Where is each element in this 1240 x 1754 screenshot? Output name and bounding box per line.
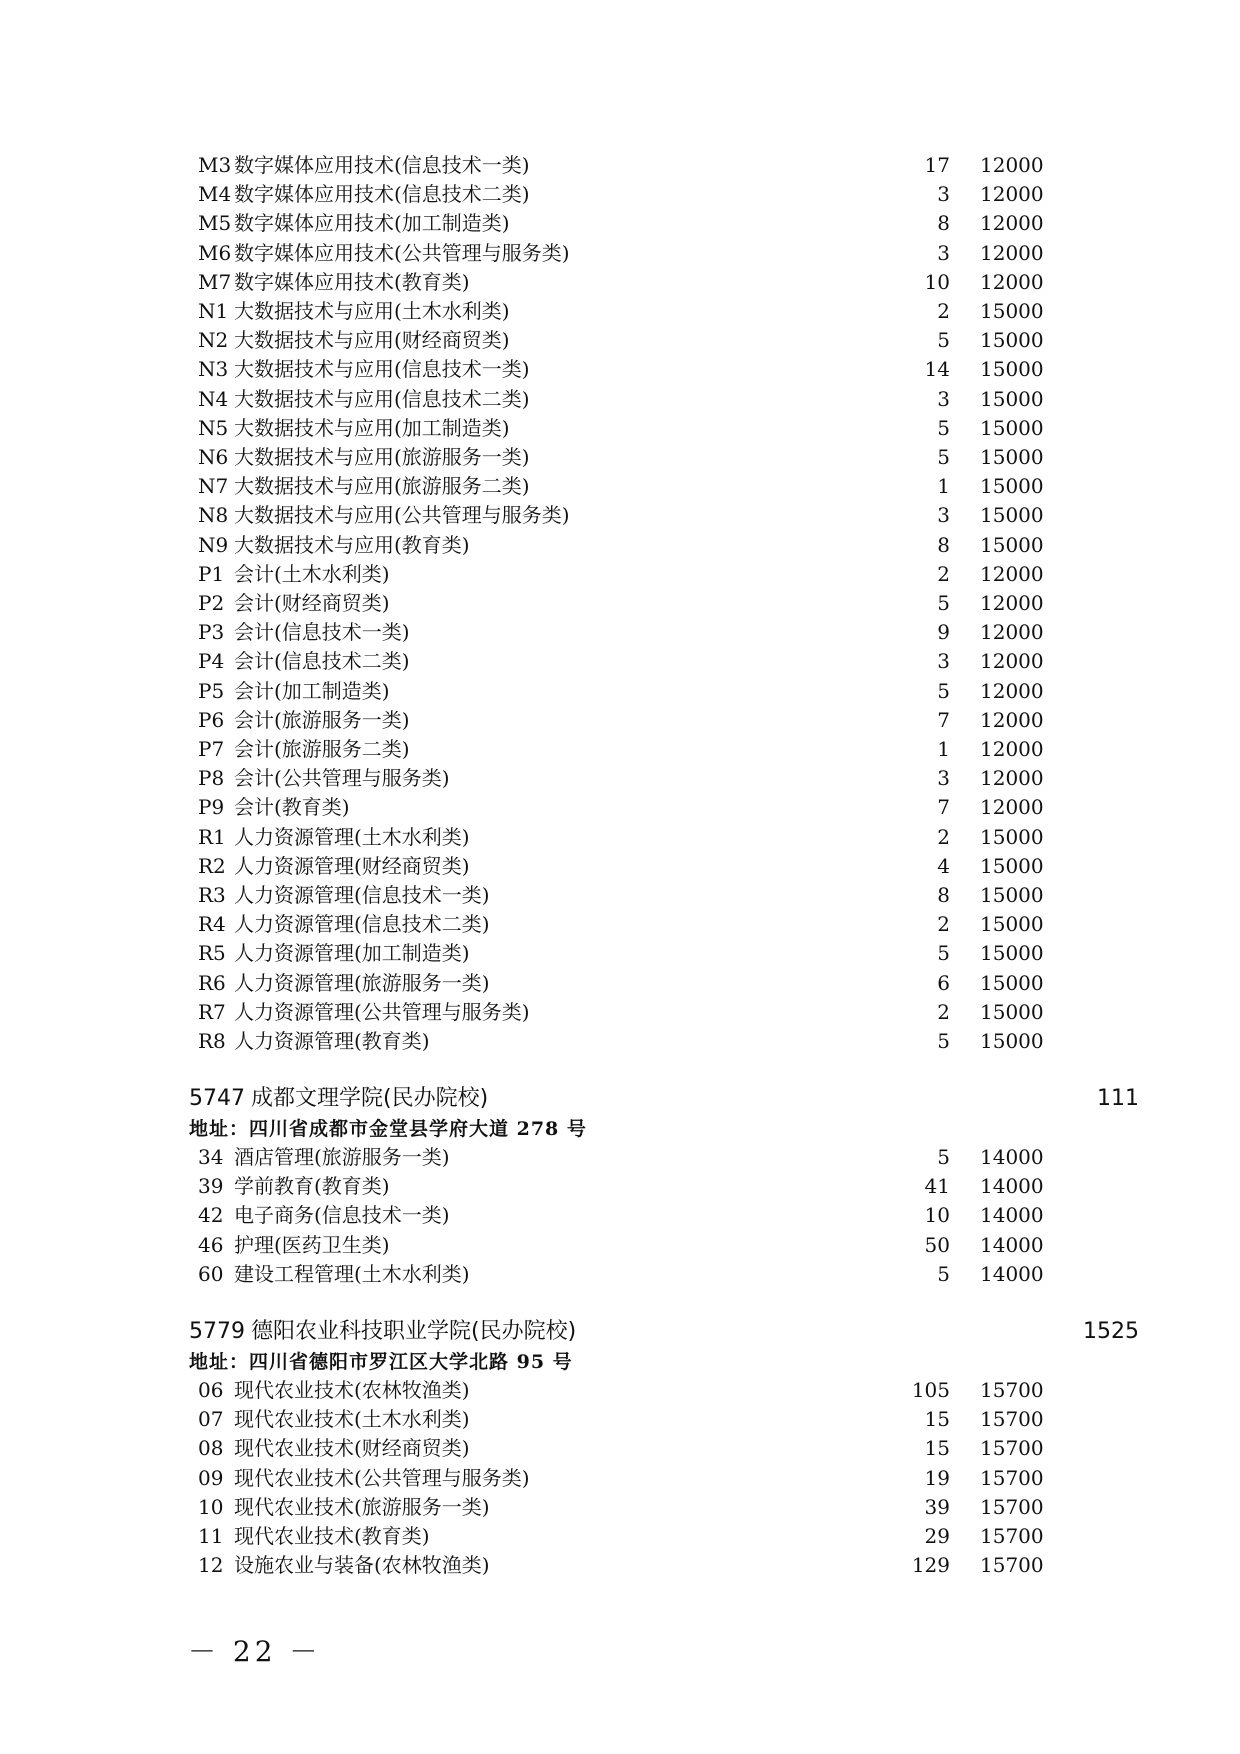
table-row bbox=[0, 881, 1240, 910]
major-code: R7 bbox=[198, 999, 226, 1024]
tuition-fee: 14000 bbox=[980, 1203, 1044, 1228]
major-code: P4 bbox=[198, 649, 225, 674]
school-total-quota: 111 bbox=[1097, 1086, 1139, 1111]
tuition-fee: 12000 bbox=[980, 240, 1044, 265]
tuition-fee: 14000 bbox=[980, 1261, 1044, 1286]
enrollment-count: 2 bbox=[937, 824, 950, 849]
enrollment-count: 3 bbox=[937, 240, 950, 265]
major-code: N3 bbox=[198, 357, 229, 382]
enrollment-count: 8 bbox=[937, 211, 950, 236]
major-code: 42 bbox=[198, 1203, 224, 1228]
tuition-fee: 15000 bbox=[980, 357, 1044, 382]
major-name: 大数据技术与应用(加工制造类) bbox=[234, 415, 510, 440]
major-code: P1 bbox=[198, 561, 225, 586]
tuition-fee: 15700 bbox=[980, 1494, 1044, 1519]
enrollment-count: 6 bbox=[937, 970, 950, 995]
table-row bbox=[0, 823, 1240, 852]
major-name: 数字媒体应用技术(信息技术一类) bbox=[234, 153, 530, 177]
table-row bbox=[0, 151, 1240, 180]
table-row bbox=[0, 531, 1240, 560]
major-name: 会计(教育类) bbox=[234, 795, 350, 820]
major-code: 07 bbox=[198, 1407, 224, 1432]
major-code: N6 bbox=[198, 445, 229, 469]
major-name: 大数据技术与应用(旅游服务二类) bbox=[234, 474, 530, 499]
tuition-fee: 15000 bbox=[980, 474, 1044, 499]
table-row bbox=[0, 209, 1240, 238]
table-row bbox=[0, 297, 1240, 326]
enrollment-count: 3 bbox=[937, 766, 950, 791]
enrollment-count: 39 bbox=[924, 1494, 950, 1519]
enrollment-count: 5 bbox=[937, 591, 950, 615]
table-row bbox=[0, 1405, 1240, 1434]
enrollment-count: 29 bbox=[924, 1524, 950, 1548]
table-row bbox=[0, 589, 1240, 618]
major-code: R3 bbox=[198, 883, 226, 907]
major-name: 会计(财经商贸类) bbox=[234, 591, 390, 615]
table-row bbox=[0, 910, 1240, 939]
table-row bbox=[0, 998, 1240, 1027]
school-address: 地址：四川省成都市金堂县学府大道 278 号 bbox=[189, 1118, 587, 1140]
tuition-fee: 15000 bbox=[980, 824, 1044, 849]
enrollment-count: 3 bbox=[937, 182, 950, 207]
enrollment-count: 3 bbox=[937, 649, 950, 674]
major-name: 电子商务(信息技术一类) bbox=[234, 1203, 450, 1228]
table-row bbox=[0, 618, 1240, 647]
school-name: 德阳农业科技职业学院(民办院校) bbox=[251, 1319, 577, 1344]
major-code: P5 bbox=[198, 678, 225, 703]
major-code: M5 bbox=[198, 211, 232, 236]
tuition-fee: 12000 bbox=[980, 707, 1044, 732]
tuition-fee: 12000 bbox=[980, 678, 1044, 703]
tuition-fee: 15000 bbox=[980, 999, 1044, 1024]
major-name: 人力资源管理(加工制造类) bbox=[234, 941, 470, 966]
table-row bbox=[0, 1376, 1240, 1405]
table-row bbox=[0, 1522, 1240, 1551]
table-row bbox=[0, 326, 1240, 355]
major-code: N5 bbox=[198, 415, 229, 440]
table-row bbox=[0, 443, 1240, 472]
major-code: R4 bbox=[198, 912, 226, 937]
major-name: 会计(旅游服务一类) bbox=[234, 707, 410, 732]
page-number: － 22 － bbox=[188, 1635, 322, 1668]
tuition-fee: 15000 bbox=[980, 912, 1044, 937]
major-name: 现代农业技术(农林牧渔类) bbox=[234, 1378, 470, 1402]
major-name: 会计(公共管理与服务类) bbox=[234, 766, 450, 791]
enrollment-count: 1 bbox=[937, 474, 950, 499]
tuition-fee: 14000 bbox=[980, 1232, 1044, 1257]
major-name: 数字媒体应用技术(加工制造类) bbox=[234, 211, 510, 236]
major-name: 大数据技术与应用(教育类) bbox=[234, 532, 470, 557]
major-code: 34 bbox=[198, 1145, 224, 1169]
tuition-fee: 12000 bbox=[980, 737, 1044, 761]
major-code: R8 bbox=[198, 1029, 226, 1053]
major-code: M4 bbox=[198, 182, 232, 207]
enrollment-count: 7 bbox=[937, 795, 950, 820]
tuition-fee: 15000 bbox=[980, 883, 1044, 907]
table-row bbox=[0, 1201, 1240, 1230]
enrollment-count: 50 bbox=[924, 1232, 950, 1257]
table-row bbox=[0, 180, 1240, 209]
major-name: 人力资源管理(财经商贸类) bbox=[234, 853, 470, 878]
major-name: 大数据技术与应用(公共管理与服务类) bbox=[234, 503, 570, 528]
table-row bbox=[0, 677, 1240, 706]
major-code: N9 bbox=[198, 532, 229, 557]
tuition-fee: 15700 bbox=[980, 1378, 1044, 1402]
major-name: 大数据技术与应用(信息技术二类) bbox=[234, 386, 530, 411]
major-code: R1 bbox=[198, 824, 226, 849]
enrollment-count: 2 bbox=[937, 912, 950, 937]
major-name: 现代农业技术(教育类) bbox=[234, 1524, 430, 1548]
major-name: 大数据技术与应用(信息技术一类) bbox=[234, 357, 530, 382]
table-row bbox=[0, 1027, 1240, 1056]
major-code: N1 bbox=[198, 299, 229, 323]
tuition-fee: 15700 bbox=[980, 1436, 1044, 1461]
major-code: P3 bbox=[198, 620, 225, 645]
major-name: 会计(信息技术一类) bbox=[234, 620, 410, 645]
tuition-fee: 12000 bbox=[980, 211, 1044, 236]
enrollment-count: 19 bbox=[924, 1465, 950, 1490]
enrollment-count: 5 bbox=[937, 445, 950, 469]
major-code: N7 bbox=[198, 474, 229, 499]
tuition-fee: 12000 bbox=[980, 269, 1044, 294]
table-row bbox=[0, 1143, 1240, 1172]
school-code: 5747 bbox=[189, 1086, 245, 1111]
enrollment-count: 10 bbox=[924, 269, 950, 294]
major-code: R5 bbox=[198, 941, 226, 966]
major-name: 大数据技术与应用(旅游服务一类) bbox=[234, 445, 530, 469]
enrollment-count: 5 bbox=[937, 1261, 950, 1286]
enrollment-count: 5 bbox=[937, 1029, 950, 1053]
major-code: 09 bbox=[198, 1465, 224, 1490]
major-name: 大数据技术与应用(土木水利类) bbox=[234, 299, 510, 323]
enrollment-count: 10 bbox=[924, 1203, 950, 1228]
tuition-fee: 15700 bbox=[980, 1524, 1044, 1548]
tuition-fee: 15000 bbox=[980, 299, 1044, 323]
table-row bbox=[0, 1464, 1240, 1493]
enrollment-count: 3 bbox=[937, 503, 950, 528]
major-code: 46 bbox=[198, 1232, 224, 1257]
tuition-fee: 12000 bbox=[980, 766, 1044, 791]
major-name: 会计(加工制造类) bbox=[234, 678, 390, 703]
table-row bbox=[0, 414, 1240, 443]
major-name: 人力资源管理(土木水利类) bbox=[234, 824, 470, 849]
tuition-fee: 15000 bbox=[980, 941, 1044, 966]
table-row bbox=[0, 647, 1240, 676]
tuition-fee: 15000 bbox=[980, 415, 1044, 440]
major-name: 会计(信息技术二类) bbox=[234, 649, 410, 674]
tuition-fee: 15700 bbox=[980, 1407, 1044, 1432]
school-code: 5779 bbox=[189, 1319, 245, 1344]
table-row bbox=[0, 501, 1240, 530]
table-row bbox=[0, 852, 1240, 881]
major-code: M7 bbox=[198, 269, 232, 294]
school-total-quota: 1525 bbox=[1083, 1319, 1139, 1344]
table-row bbox=[0, 764, 1240, 793]
enrollment-count: 5 bbox=[937, 941, 950, 966]
enrollment-count: 5 bbox=[937, 415, 950, 440]
enrollment-count: 14 bbox=[924, 357, 950, 382]
tuition-fee: 15000 bbox=[980, 328, 1044, 353]
major-code: P8 bbox=[198, 766, 225, 791]
major-code: R6 bbox=[198, 970, 226, 995]
major-name: 数字媒体应用技术(教育类) bbox=[234, 269, 470, 294]
table-row bbox=[0, 1172, 1240, 1201]
enrollment-count: 41 bbox=[924, 1174, 950, 1199]
major-name: 现代农业技术(旅游服务一类) bbox=[234, 1494, 490, 1519]
table-row bbox=[0, 706, 1240, 735]
enrollment-count: 2 bbox=[937, 999, 950, 1024]
tuition-fee: 15000 bbox=[980, 1029, 1044, 1053]
table-row bbox=[0, 1260, 1240, 1289]
major-code: 11 bbox=[198, 1524, 224, 1548]
major-name: 设施农业与装备(农林牧渔类) bbox=[234, 1553, 490, 1578]
major-name: 大数据技术与应用(财经商贸类) bbox=[234, 328, 510, 353]
major-code: R2 bbox=[198, 853, 226, 878]
major-name: 数字媒体应用技术(公共管理与服务类) bbox=[234, 240, 570, 265]
major-code: 08 bbox=[198, 1436, 224, 1461]
school-header-5747 bbox=[189, 1082, 1139, 1116]
tuition-fee: 12000 bbox=[980, 795, 1044, 820]
tuition-fee: 15700 bbox=[980, 1465, 1044, 1490]
major-code: 12 bbox=[198, 1553, 224, 1578]
major-name: 会计(旅游服务二类) bbox=[234, 737, 410, 761]
major-code: N4 bbox=[198, 386, 229, 411]
table-row bbox=[0, 1434, 1240, 1463]
table-row bbox=[0, 939, 1240, 968]
enrollment-count: 5 bbox=[937, 678, 950, 703]
enrollment-count: 2 bbox=[937, 561, 950, 586]
major-name: 护理(医药卫生类) bbox=[234, 1232, 390, 1257]
major-name: 现代农业技术(公共管理与服务类) bbox=[234, 1465, 530, 1490]
major-name: 现代农业技术(财经商贸类) bbox=[234, 1436, 470, 1461]
enrollment-count: 2 bbox=[937, 299, 950, 323]
major-code: N8 bbox=[198, 503, 229, 528]
enrollment-count: 5 bbox=[937, 1145, 950, 1169]
major-code: 39 bbox=[198, 1174, 224, 1199]
enrollment-count: 8 bbox=[937, 883, 950, 907]
major-name: 人力资源管理(信息技术二类) bbox=[234, 912, 490, 937]
major-code: P7 bbox=[198, 737, 225, 761]
tuition-fee: 15000 bbox=[980, 503, 1044, 528]
tuition-fee: 12000 bbox=[980, 649, 1044, 674]
major-code: M3 bbox=[198, 153, 232, 177]
table-row bbox=[0, 793, 1240, 822]
tuition-fee: 15000 bbox=[980, 970, 1044, 995]
major-name: 人力资源管理(公共管理与服务类) bbox=[234, 999, 530, 1024]
tuition-fee: 15000 bbox=[980, 445, 1044, 469]
major-name: 建设工程管理(土木水利类) bbox=[234, 1261, 470, 1286]
table-row bbox=[0, 268, 1240, 297]
table-row bbox=[0, 355, 1240, 384]
enrollment-count: 5 bbox=[937, 328, 950, 353]
tuition-fee: 12000 bbox=[980, 561, 1044, 586]
table-row bbox=[0, 560, 1240, 589]
enrollment-count: 17 bbox=[924, 153, 950, 177]
enrollment-count: 3 bbox=[937, 386, 950, 411]
major-name: 酒店管理(旅游服务一类) bbox=[234, 1145, 450, 1169]
major-name: 人力资源管理(旅游服务一类) bbox=[234, 970, 490, 995]
tuition-fee: 15000 bbox=[980, 853, 1044, 878]
tuition-fee: 12000 bbox=[980, 182, 1044, 207]
table-row bbox=[0, 472, 1240, 501]
table-row bbox=[0, 239, 1240, 268]
table-row bbox=[0, 735, 1240, 764]
table-row bbox=[0, 1231, 1240, 1260]
major-name: 现代农业技术(土木水利类) bbox=[234, 1407, 470, 1432]
enrollment-count: 4 bbox=[937, 853, 950, 878]
major-name: 数字媒体应用技术(信息技术二类) bbox=[234, 182, 530, 207]
enrollment-count: 8 bbox=[937, 532, 950, 557]
major-code: 10 bbox=[198, 1494, 224, 1519]
tuition-fee: 12000 bbox=[980, 591, 1044, 615]
table-row bbox=[0, 1551, 1240, 1580]
school-address: 地址：四川省德阳市罗江区大学北路 95 号 bbox=[189, 1351, 573, 1373]
table-row bbox=[0, 385, 1240, 414]
tuition-fee: 14000 bbox=[980, 1174, 1044, 1199]
enrollment-count: 15 bbox=[924, 1407, 950, 1432]
major-code: P2 bbox=[198, 591, 225, 615]
enrollment-count: 7 bbox=[937, 707, 950, 732]
tuition-fee: 12000 bbox=[980, 620, 1044, 645]
tuition-fee: 15000 bbox=[980, 532, 1044, 557]
major-code: P6 bbox=[198, 707, 225, 732]
major-name: 人力资源管理(信息技术一类) bbox=[234, 883, 490, 907]
tuition-fee: 15700 bbox=[980, 1553, 1044, 1578]
major-code: P9 bbox=[198, 795, 225, 820]
tuition-fee: 15000 bbox=[980, 386, 1044, 411]
major-code: 60 bbox=[198, 1261, 224, 1286]
major-code: M6 bbox=[198, 240, 232, 265]
table-row bbox=[0, 1493, 1240, 1522]
enrollment-count: 129 bbox=[911, 1553, 950, 1578]
major-code: 06 bbox=[198, 1378, 224, 1402]
tuition-fee: 12000 bbox=[980, 153, 1044, 177]
tuition-fee: 14000 bbox=[980, 1145, 1044, 1169]
school-name: 成都文理学院(民办院校) bbox=[251, 1086, 489, 1111]
enrollment-count: 1 bbox=[937, 737, 950, 761]
major-name: 人力资源管理(教育类) bbox=[234, 1029, 430, 1053]
enrollment-count: 9 bbox=[937, 620, 950, 645]
major-name: 学前教育(教育类) bbox=[234, 1174, 390, 1199]
enrollment-count: 15 bbox=[924, 1436, 950, 1461]
enrollment-count: 105 bbox=[911, 1378, 950, 1402]
major-code: N2 bbox=[198, 328, 229, 353]
table-row bbox=[0, 969, 1240, 998]
school-header-5779 bbox=[189, 1315, 1139, 1349]
major-name: 会计(土木水利类) bbox=[234, 561, 390, 586]
